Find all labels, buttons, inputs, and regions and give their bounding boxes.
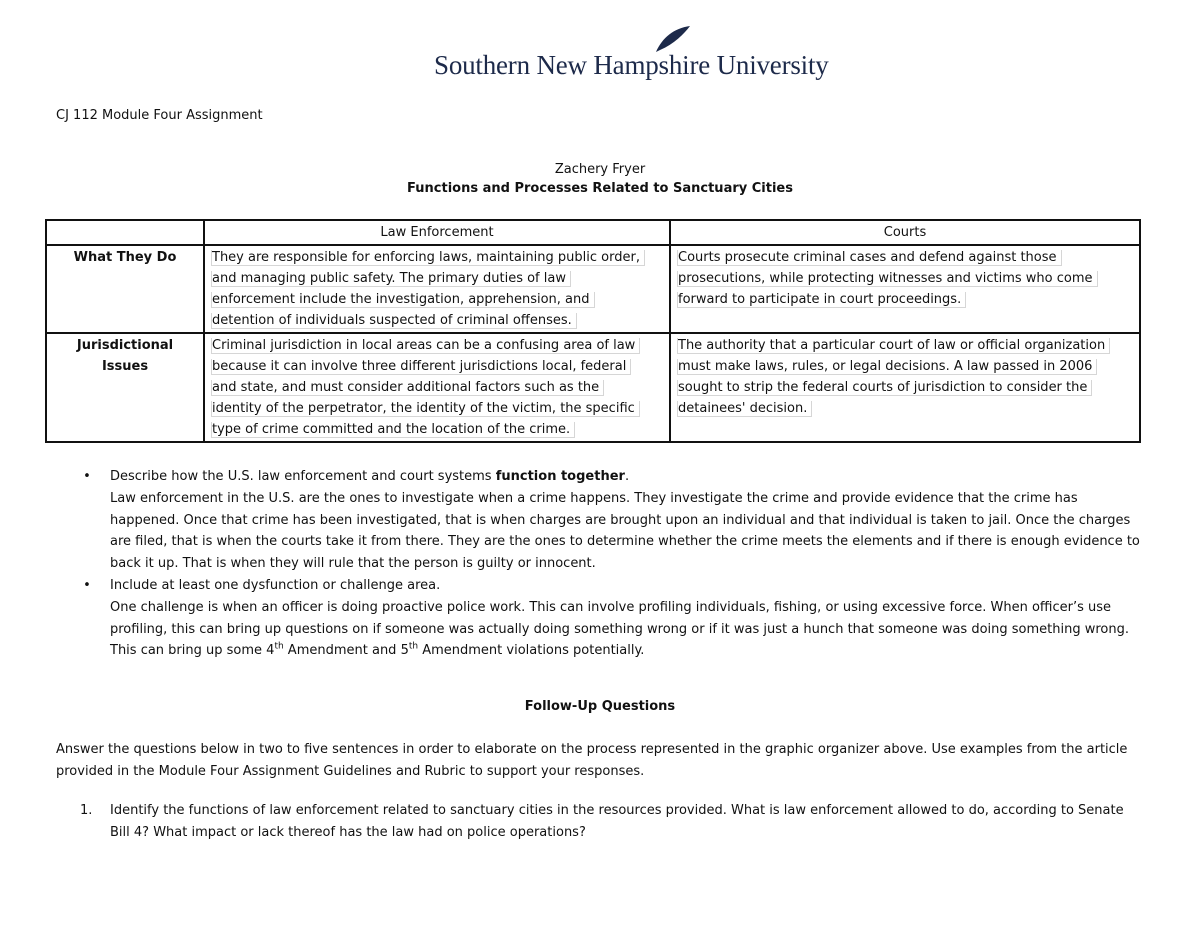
column-header-law-enforcement: Law Enforcement bbox=[204, 220, 670, 245]
prompt-text: . bbox=[624, 469, 630, 484]
bullet-icon: • bbox=[83, 577, 91, 593]
answer-text: Amendment and 5 bbox=[283, 643, 409, 659]
row-header-jurisdictional-issues: Jurisdictional Issues bbox=[46, 333, 204, 442]
prompt-emphasis: function together bbox=[495, 469, 625, 484]
answer-text: Amendment violations potentially. bbox=[418, 643, 645, 659]
table-row bbox=[46, 245, 1140, 333]
text-line: They are responsible for enforcing laws, maintaining public order, bbox=[211, 250, 645, 266]
list-item[interactable] bbox=[82, 575, 1142, 662]
snhu-logo bbox=[434, 50, 829, 81]
column-header-courts: Courts bbox=[670, 220, 1140, 245]
question-text: Identify the functions of law enforcement related to sanctuary cities in the resources provided. What is law enforcement allowed to do, according to Senate Bill 4? What impact or lack thereof has the law had on police operations? bbox=[110, 803, 1124, 840]
text-line: because it can involve three different jurisdictions local, federal bbox=[211, 359, 631, 375]
table-row bbox=[46, 333, 1140, 442]
superscript: th bbox=[408, 642, 419, 653]
text-line: enforcement include the investigation, apprehension, and bbox=[211, 292, 595, 308]
answer-text: One challenge is when an officer is doing proactive police work. This can involve profiling individuals, fishing, or using excessive force. When officer’s use profiling, this can bring up questions on if someone was actually doing something wrong or if it was just a hunch that someone was doing something wrong. This can bring up some 4 bbox=[110, 599, 1129, 659]
cell-courts-jurisdiction[interactable] bbox=[670, 333, 1140, 442]
bullet-prompt bbox=[110, 466, 1142, 488]
text-line: sought to strip the federal courts of jurisdiction to consider the bbox=[677, 380, 1092, 396]
cell-law-enforcement-jurisdiction[interactable] bbox=[204, 333, 670, 442]
bullet-icon: • bbox=[83, 469, 91, 484]
bulleted-responses bbox=[82, 466, 1142, 662]
bullet-answer: Law enforcement in the U.S. are the ones to investigate when a crime happens. They investigate the crime and provide evidence that the crime has happened. Once that crime has been investigated, that is when charges are brought upon an individual and that individual is taken to jail. Once the charges are filed, that is when the courts take it from there. They are the ones to determine whether the crime meets the elements and if there is enough evidence to back it up. That is when they will rule that the person is guilty or innocent. bbox=[110, 490, 1140, 572]
table-header-row bbox=[46, 220, 1140, 245]
text-line: and managing public safety. The primary duties of law bbox=[211, 271, 571, 287]
column-header-empty bbox=[46, 220, 204, 245]
logo-text: Southern New Hampshire University bbox=[434, 50, 829, 80]
row-header-what-they-do: What They Do bbox=[46, 245, 204, 333]
course-heading: CJ 112 Module Four Assignment bbox=[56, 108, 263, 123]
graphic-organizer-table bbox=[45, 219, 1141, 443]
bullet-prompt: Include at least one dysfunction or challenge area. bbox=[110, 577, 441, 593]
text-line: must make laws, rules, or legal decisions. A law passed in 2006 bbox=[677, 359, 1097, 375]
text-line: detention of individuals suspected of criminal offenses. bbox=[211, 313, 577, 329]
question-item[interactable] bbox=[80, 800, 1140, 844]
bullet-answer bbox=[110, 597, 1142, 662]
prompt-text: Describe how the U.S. law enforcement and court systems bbox=[110, 469, 496, 484]
text-line: detainees' decision. bbox=[677, 401, 812, 417]
leaf-icon bbox=[652, 24, 692, 54]
text-line: The authority that a particular court of law or official organization bbox=[677, 338, 1110, 354]
superscript: th bbox=[274, 642, 284, 653]
text-line: identity of the perpetrator, the identity of the victim, the specific bbox=[211, 401, 640, 417]
cell-courts-what[interactable] bbox=[670, 245, 1140, 333]
list-item[interactable] bbox=[82, 466, 1142, 575]
cell-law-enforcement-what[interactable] bbox=[204, 245, 670, 333]
author-name: Zachery Fryer bbox=[554, 162, 646, 177]
text-line: Courts prosecute criminal cases and defend against those bbox=[677, 250, 1062, 266]
document-title: Functions and Processes Related to Sanctuary Cities bbox=[407, 181, 793, 196]
text-line: and state, and must consider additional factors such as the bbox=[211, 380, 604, 396]
follow-up-instructions: Answer the questions below in two to five sentences in order to elaborate on the process represented in the graphic organizer above. Use examples from the article provided in the Module Four Assignment Guidelines and Rubric to support your responses. bbox=[56, 742, 1128, 779]
text-line: prosecutions, while protecting witnesses and victims who come bbox=[677, 271, 1098, 287]
text-line: Criminal jurisdiction in local areas can be a confusing area of law bbox=[211, 338, 640, 354]
question-number: 1. bbox=[80, 803, 93, 818]
text-line: forward to participate in court proceedings. bbox=[677, 292, 966, 308]
text-line: type of crime committed and the location of the crime. bbox=[211, 422, 575, 438]
follow-up-title: Follow-Up Questions bbox=[524, 699, 676, 714]
